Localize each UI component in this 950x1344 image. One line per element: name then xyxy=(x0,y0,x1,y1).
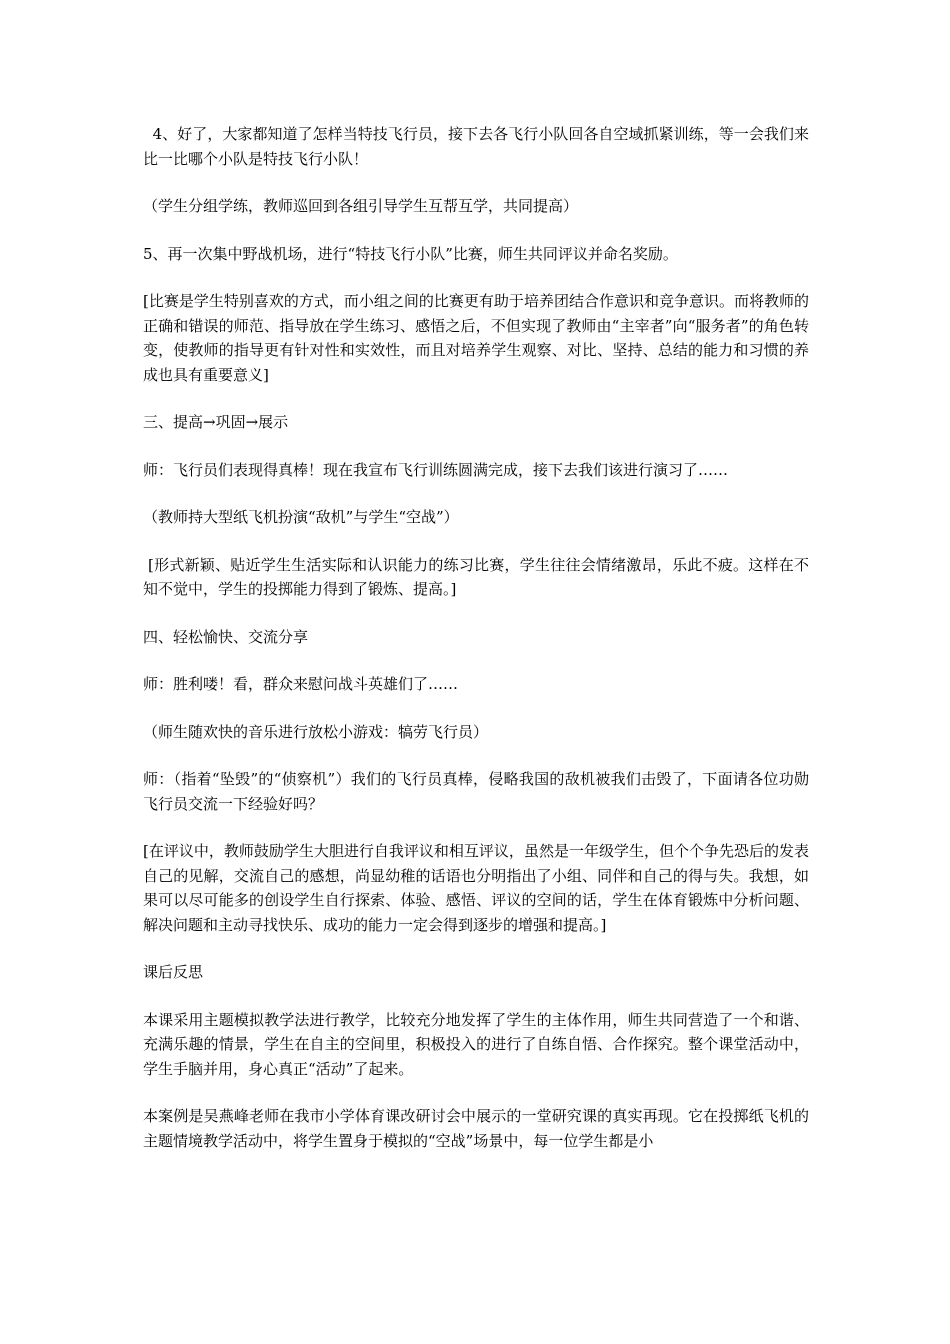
paragraph-16: 本案例是吴燕峰老师在我市小学体育课改研讨会中展示的一堂研究课的真实再现。它在投掷纸飞机的主题情境教学活动中，将学生置身于模拟的“空战”场景中，每一位学生都是小 xyxy=(143,1107,809,1150)
paragraph-2: （学生分组学练，教师巡回到各组引导学生互帮互学，共同提高） xyxy=(143,197,579,215)
paragraph-6: 师：飞行员们表现得真棒！现在我宣布飞行训练圆满完成，接下去我们该进行演习了…… xyxy=(143,460,729,479)
paragraph-4: [比赛是学生特别喜欢的方式，而小组之间的比赛更有助于培养团结合作意识和竞争意识。而将教师的正确和错误的师范、指导放在学生练习、感悟之后，不但实现了教师由“主宰者”向“服务者”的角色转变，使教师的指导更有针对性和实效性，而且对培养学生观察、对比、坚持、总结的能力和习惯的养成也具有重要意义] xyxy=(143,292,809,384)
paragraph-8: [形式新颖、贴近学生生活实际和认识能力的练习比赛，学生往往会情绪激昂，乐此不疲。这样在不知不觉中，学生的投掷能力得到了锻炼、提高。] xyxy=(143,555,809,598)
section-heading-3: 三、提高→巩固→展示 xyxy=(143,413,289,431)
document-body xyxy=(143,122,809,1153)
paragraph-10: 师：胜利喽！看，群众来慰问战斗英雄们了…… xyxy=(143,675,459,693)
section-heading-4: 四、轻松愉快、交流分享 xyxy=(143,627,309,646)
section-heading-reflection: 课后反思 xyxy=(143,963,204,981)
paragraph-12: 师：（指着“坠毁”的“侦察机”）我们的飞行员真棒，侵略我国的敌机被我们击毁了，下面请各位功勋飞行员交流一下经验好吗？ xyxy=(143,770,809,813)
paragraph-7: （教师持大型纸飞机扮演“敌机”与学生“空战”） xyxy=(143,508,459,526)
paragraph-13: [在评议中，教师鼓励学生大胆进行自我评议和相互评议，虽然是一年级学生，但个个争先恐后的发表自己的见解，交流自己的感想，尚显幼稚的话语也分明指出了小组、同伴和自己的得与失。我想，如果可以尽可能多的创设学生自行探索、体验、感悟、评议的空间的话，学生在体育锻炼中分析问题、解决问题和主动寻找快乐、成功的能力一定会得到逐步的增强和提高。] xyxy=(143,842,809,934)
paragraph-15: 本课采用主题模拟教学法进行教学，比较充分地发挥了学生的主体作用，师生共同营造了一个和谐、充满乐趣的情景，学生在自主的空间里，积极投入的进行了自练自悟、合作探究。整个课堂活动中，学生手脑并用，身心真正“活动”了起来。 xyxy=(143,1010,809,1078)
paragraph-3: 5、再一次集中野战机场，进行“特技飞行小队”比赛，师生共同评议并命名奖励。 xyxy=(143,244,678,263)
paragraph-11: （师生随欢快的音乐进行放松小游戏：犒劳飞行员） xyxy=(143,722,489,741)
paragraph-1: 4、好了，大家都知道了怎样当特技飞行员，接下去各飞行小队回各自空域抓紧训练，等一会我们来比一比哪个小队是特技飞行小队！ xyxy=(143,125,809,168)
